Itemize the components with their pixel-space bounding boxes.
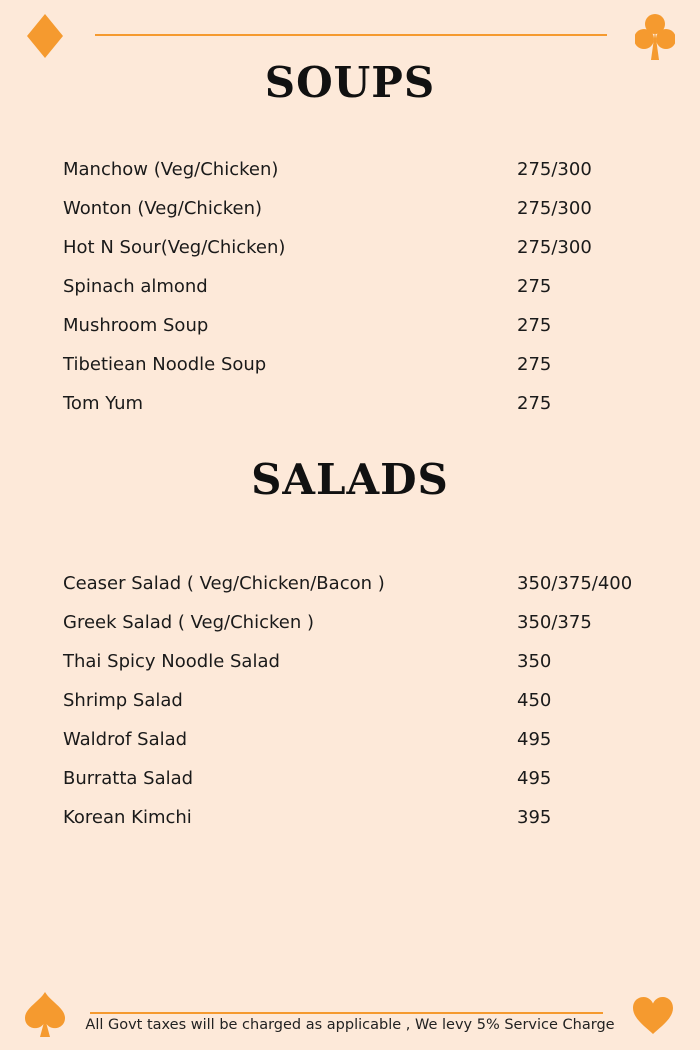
menu-row <box>63 689 663 728</box>
menu-row <box>63 275 663 314</box>
item-name: Spinach almond <box>63 276 208 297</box>
item-price: 450 <box>517 690 552 711</box>
item-price: 275 <box>517 393 552 414</box>
item-price: 275 <box>517 354 552 375</box>
diamond-icon <box>27 14 63 58</box>
item-price: 275/300 <box>517 159 592 180</box>
item-name: Shrimp Salad <box>63 690 183 711</box>
item-price: 275/300 <box>517 198 592 219</box>
item-name: Korean Kimchi <box>63 807 192 828</box>
item-name: Ceaser Salad ( Veg/Chicken/Bacon ) <box>63 573 385 594</box>
menu-row <box>63 392 663 431</box>
menu-row <box>63 158 663 197</box>
item-price: 350 <box>517 651 552 672</box>
item-name: Mushroom Soup <box>63 315 209 336</box>
item-name: Tibetiean Noodle Soup <box>63 354 267 375</box>
menu-row <box>63 806 663 845</box>
item-name: Wonton (Veg/Chicken) <box>63 198 263 219</box>
bottom-divider <box>90 1012 603 1014</box>
item-price: 395 <box>517 807 552 828</box>
heart-icon <box>633 997 673 1035</box>
salads-list <box>63 572 663 845</box>
item-name: Greek Salad ( Veg/Chicken ) <box>63 612 314 633</box>
menu-row <box>63 353 663 392</box>
item-price: 350/375/400 <box>517 573 633 594</box>
item-name: Tom Yum <box>63 393 144 414</box>
salads-title: SALADS <box>251 455 449 504</box>
top-divider <box>95 34 607 36</box>
menu-row <box>63 314 663 353</box>
menu-row <box>63 728 663 767</box>
item-price: 275 <box>517 315 552 336</box>
item-name: Waldrof Salad <box>63 729 188 750</box>
item-price: 275/300 <box>517 237 592 258</box>
club-icon <box>635 13 675 61</box>
item-name: Hot N Sour(Veg/Chicken) <box>63 237 286 258</box>
menu-row <box>63 611 663 650</box>
soups-list <box>63 158 663 431</box>
soups-title: SOUPS <box>264 58 436 107</box>
item-price: 495 <box>517 729 552 750</box>
menu-row <box>63 572 663 611</box>
menu-row <box>63 650 663 689</box>
item-name: Thai Spicy Noodle Salad <box>63 651 280 672</box>
item-price: 275 <box>517 276 552 297</box>
footer-note: All Govt taxes will be charged as applicable , We levy 5% Service Charge <box>85 1017 615 1033</box>
menu-row <box>63 197 663 236</box>
item-name: Burratta Salad <box>63 768 194 789</box>
item-price: 350/375 <box>517 612 592 633</box>
menu-row <box>63 236 663 275</box>
item-name: Manchow (Veg/Chicken) <box>63 159 279 180</box>
menu-row <box>63 767 663 806</box>
item-price: 495 <box>517 768 552 789</box>
